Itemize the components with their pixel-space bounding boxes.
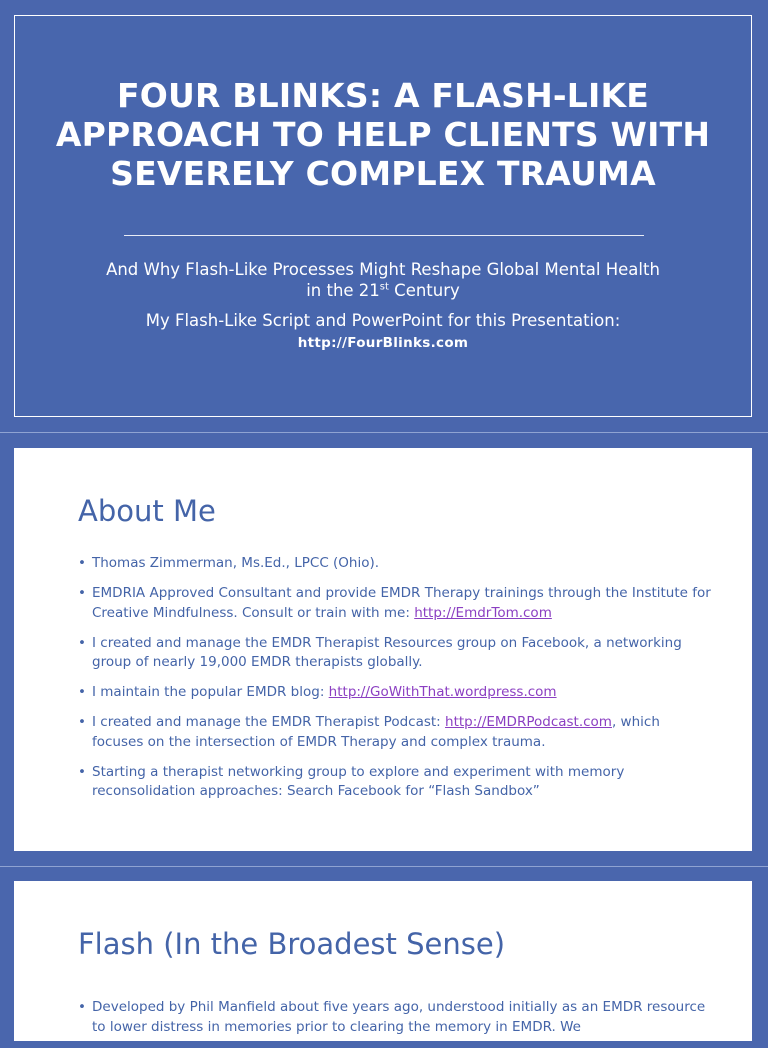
list-item bbox=[78, 998, 712, 1037]
bullet-icon: • bbox=[78, 714, 86, 730]
list-item bbox=[78, 683, 712, 703]
bullet-text: EMDRIA Approved Consultant and provide EMDR Therapy trainings through the Institute for Creative Mindfulness. Consult or train with me: bbox=[92, 585, 711, 621]
about-me-slide bbox=[14, 448, 752, 851]
subtitle-superscript: st bbox=[379, 281, 389, 293]
list-item bbox=[78, 554, 712, 574]
bullet-icon: • bbox=[78, 763, 86, 780]
bullet-text: I maintain the popular EMDR blog: bbox=[92, 684, 329, 700]
emdrtom-link[interactable]: http://EmdrTom.com bbox=[414, 604, 552, 621]
bullet-icon: • bbox=[78, 999, 86, 1015]
list-item bbox=[78, 713, 712, 752]
presentation-subtitle bbox=[105, 259, 661, 301]
presentation-title: FOUR BLINKS: A FLASH-LIKE APPROACH TO HELP CLIENTS WITH SEVERELY COMPLEX TRAUMA bbox=[55, 76, 711, 193]
page-separator bbox=[0, 866, 768, 867]
script-line: My Flash-Like Script and PowerPoint for this Presentation: bbox=[145, 311, 621, 330]
bullet-text-after: , which focuses on the intersection of EMDR Therapy and complex trauma. bbox=[92, 714, 660, 750]
bullet-text: Developed by Phil Manfield about five years ago, understood initially as an EMDR resource to lower distress in memories prior to clearing the memory in EMDR. We bbox=[92, 999, 706, 1035]
list-item bbox=[78, 763, 712, 802]
title-divider bbox=[124, 235, 644, 236]
blog-link[interactable]: http://GoWithThat.wordpress.com bbox=[328, 684, 557, 700]
page-separator bbox=[0, 432, 768, 433]
bullet-text: Starting a therapist networking group to explore and experiment with memory reconsolidation approaches: Search Facebook for “Flash Sandbox” bbox=[92, 763, 625, 799]
list-item bbox=[78, 634, 712, 673]
bullet-text: I created and manage the EMDR Therapist Podcast: bbox=[92, 714, 446, 730]
slide-heading: About Me bbox=[78, 494, 216, 528]
bullet-icon: • bbox=[78, 585, 86, 601]
bullet-icon: • bbox=[78, 555, 86, 571]
title-slide bbox=[14, 15, 752, 417]
presentation-url[interactable]: http://FourBlinks.com bbox=[297, 335, 469, 351]
flash-slide bbox=[14, 881, 752, 1041]
list-item bbox=[78, 584, 712, 623]
bullet-list bbox=[78, 554, 712, 812]
bullet-text: Thomas Zimmerman, Ms.Ed., LPCC (Ohio). bbox=[92, 555, 380, 571]
subtitle-end: Century bbox=[388, 281, 460, 300]
bullet-icon: • bbox=[78, 634, 86, 651]
bullet-list bbox=[78, 998, 712, 1048]
bullet-icon: • bbox=[78, 684, 86, 700]
subtitle-text: And Why Flash-Like Processes Might Reshape Global Mental Health in the 21 bbox=[106, 260, 660, 300]
slide-heading: Flash (In the Broadest Sense) bbox=[78, 927, 506, 961]
bullet-text: I created and manage the EMDR Therapist Resources group on Facebook, a networking group of nearly 19,000 EMDR therapists globally. bbox=[92, 634, 682, 670]
podcast-link[interactable]: http://EMDRPodcast.com bbox=[445, 714, 612, 730]
